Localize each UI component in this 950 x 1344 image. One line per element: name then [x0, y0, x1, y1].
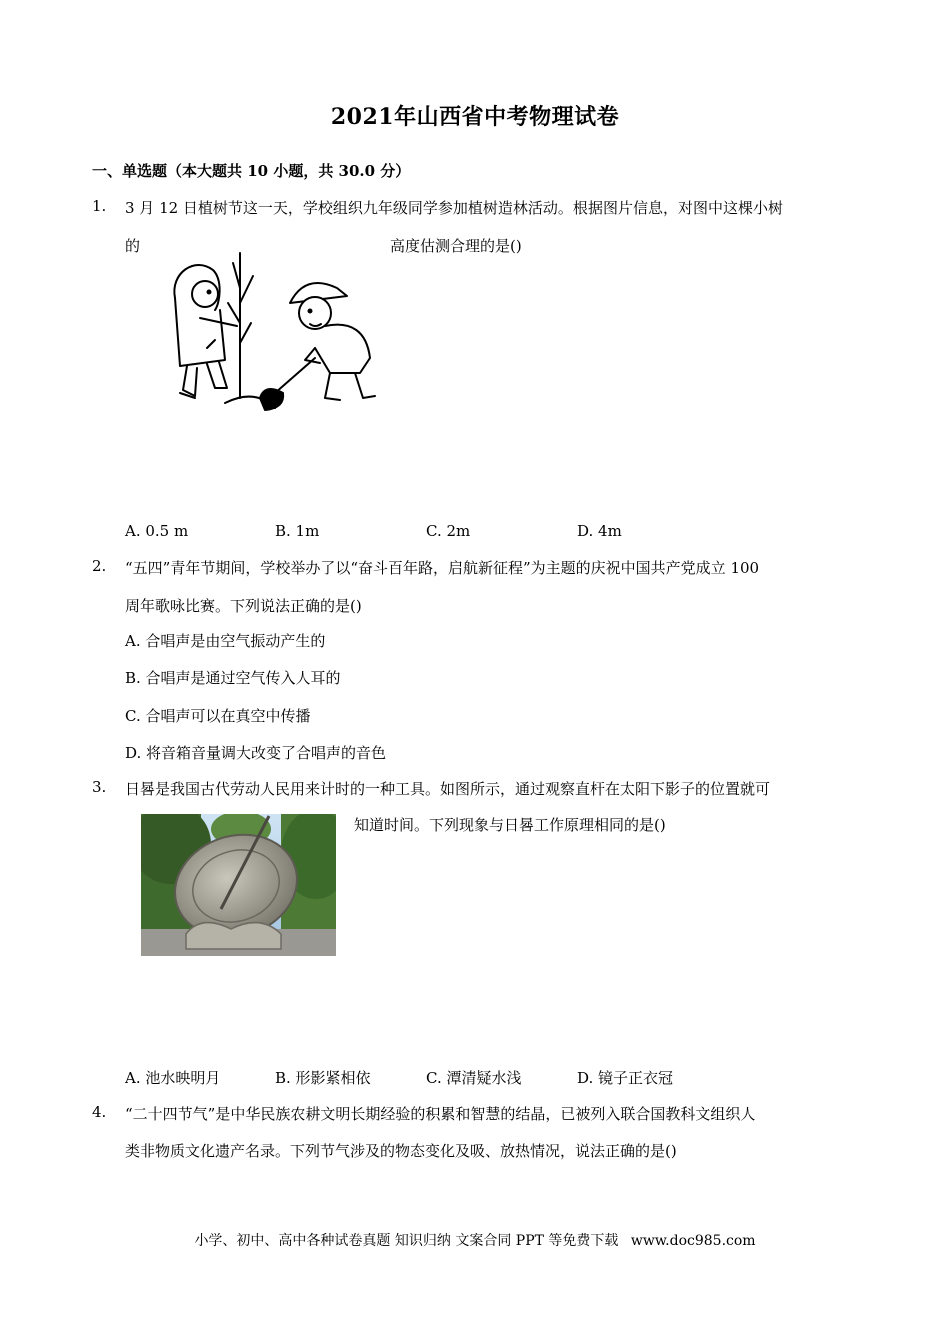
page-footer	[0, 1230, 950, 1250]
question-3-text-line2: 知道时间。下列现象与日晷工作原理相同的是()	[354, 816, 666, 834]
question-1-option-a: A. 0.5 m	[125, 522, 189, 540]
page-title: 2021年山西省中考物理试卷	[330, 104, 620, 130]
question-2-option-c: C. 合唱声可以在真空中传播	[125, 707, 311, 725]
question-1-option-d: D. 4m	[577, 522, 622, 540]
question-1-number: 1.	[92, 197, 107, 215]
question-1-text-line1: 3 月 12 日植树节这一天，学校组织九年级同学参加植树造林活动。根据图片信息，对图中这棵小树	[125, 199, 783, 217]
question-3-number: 3.	[92, 778, 107, 796]
question-1-text-line2b: 高度估测合理的是()	[390, 237, 522, 255]
question-2-option-a: A. 合唱声是由空气振动产生的	[125, 632, 326, 650]
section-heading: 一、单选题（本大题共 10 小题，共 30.0 分）	[92, 162, 411, 180]
footer-text: 小学、初中、高中各种试卷真题 知识归纳 文案合同 PPT 等免费下载	[194, 1233, 619, 1249]
question-3-option-a: A. 池水映明月	[125, 1069, 221, 1087]
question-1-option-c: C. 2m	[426, 522, 471, 540]
question-4-text-line1: “二十四节气”是中华民族农耕文明长期经验的积累和智慧的结晶，已被列入联合国教科文组织人	[125, 1105, 756, 1123]
question-1-option-b: B. 1m	[275, 522, 320, 540]
question-1-text-line2a: 的	[125, 237, 141, 255]
question-4-text-line2: 类非物质文化遗产名录。下列节气涉及的物态变化及吸、放热情况，说法正确的是()	[125, 1142, 677, 1160]
question-3-option-d: D. 镜子正衣冠	[577, 1069, 674, 1087]
question-2-number: 2.	[92, 557, 107, 575]
question-3-option-c: C. 潭清疑水浅	[426, 1069, 522, 1087]
question-2-text-line2: 周年歌咏比赛。下列说法正确的是()	[125, 597, 362, 615]
question-3-option-b: B. 形影紧相依	[275, 1069, 371, 1087]
footer-link[interactable]: www.doc985.com	[630, 1233, 756, 1249]
tree-planting-illustration	[165, 248, 380, 418]
sundial-photo	[141, 814, 336, 956]
question-3-text-line1: 日晷是我国古代劳动人民用来计时的一种工具。如图所示，通过观察直杆在太阳下影子的位置就可	[125, 780, 771, 798]
question-2-option-d: D. 将音箱音量调大改变了合唱声的音色	[125, 744, 387, 762]
question-4-number: 4.	[92, 1103, 107, 1121]
question-2-text-line1: “五四”青年节期间，学校举办了以“奋斗百年路，启航新征程”为主题的庆祝中国共产党成立 100	[125, 559, 760, 577]
question-2-option-b: B. 合唱声是通过空气传入人耳的	[125, 669, 341, 687]
